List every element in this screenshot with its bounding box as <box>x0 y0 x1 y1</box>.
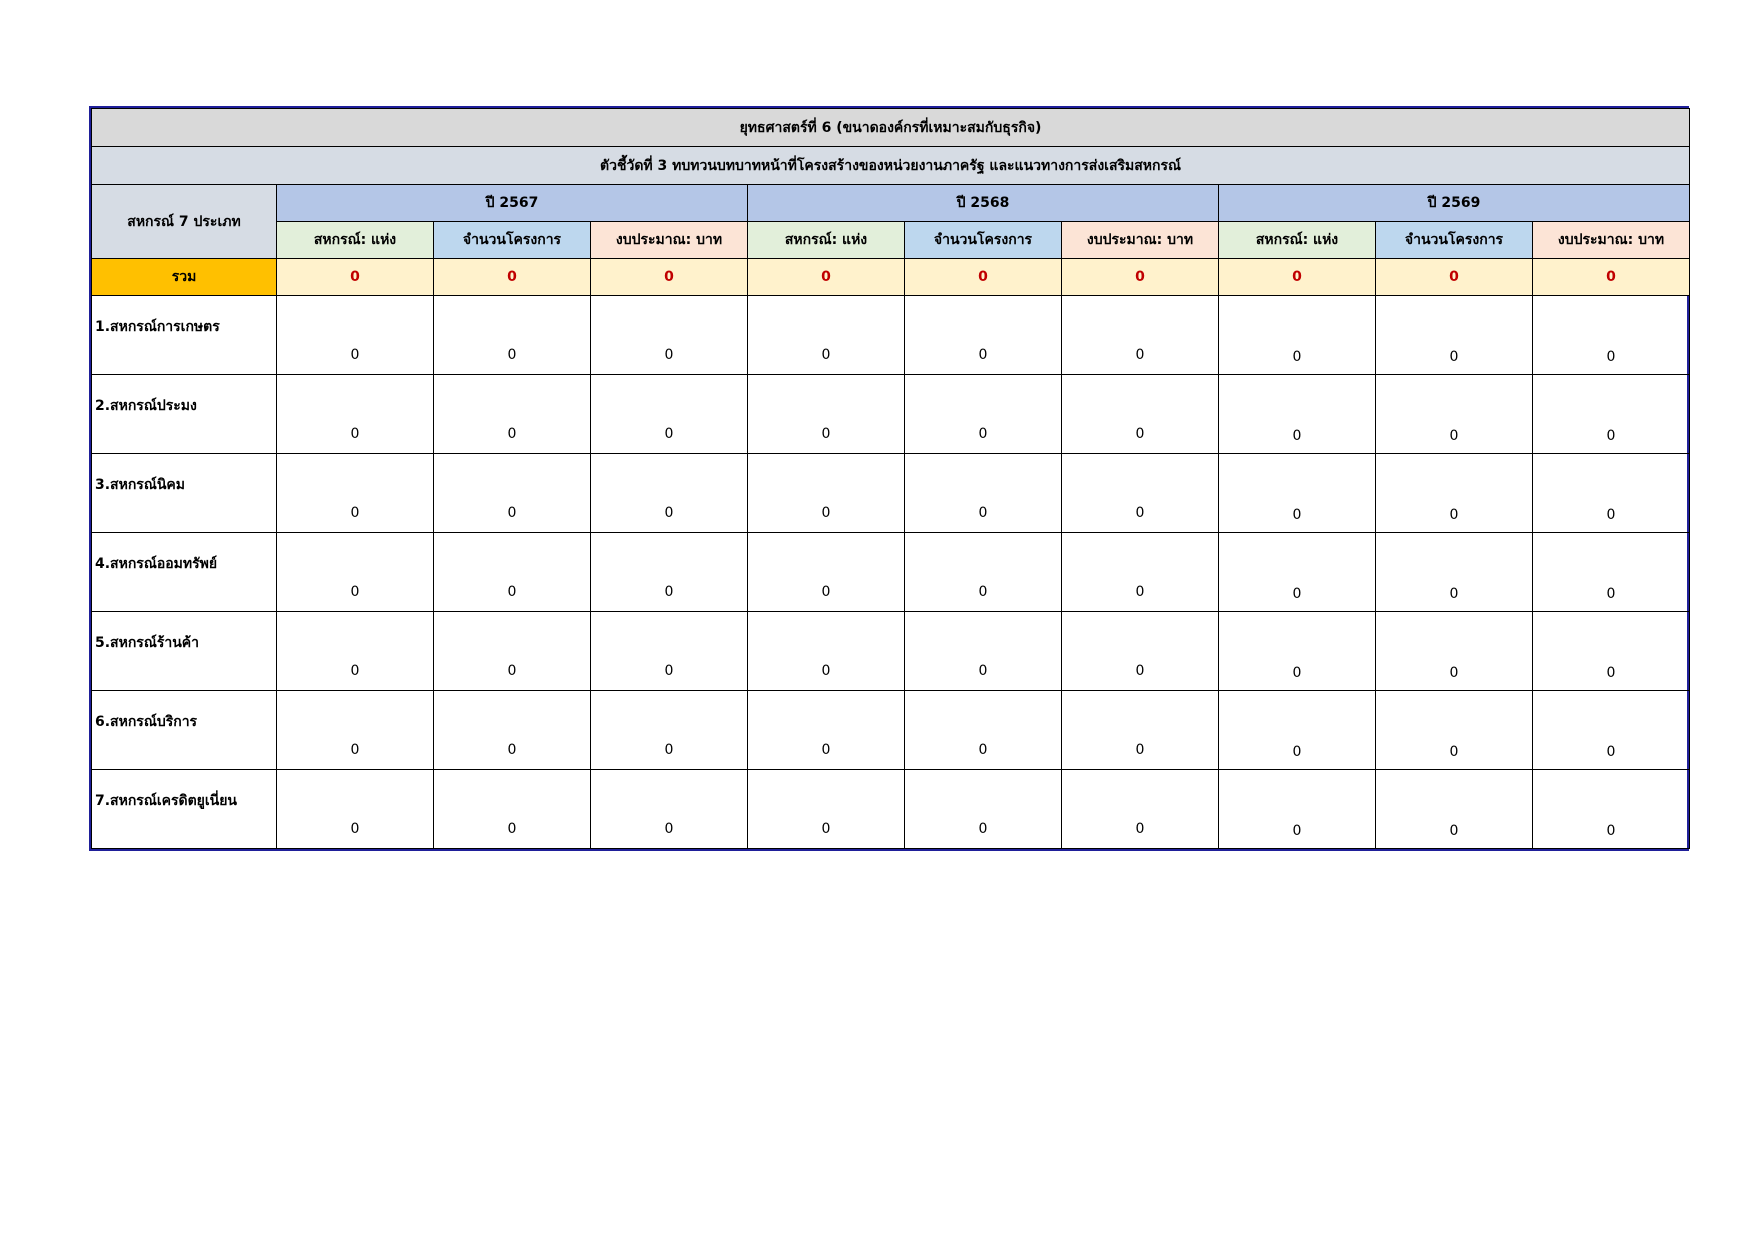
subtitle-row <box>92 147 1690 185</box>
table-cell: 0 <box>905 612 1062 691</box>
sub-header-cooperatives: สหกรณ์: แห่ง <box>277 222 434 259</box>
table-row <box>92 612 1690 691</box>
table-cell: 0 <box>277 612 434 691</box>
table-cell: 0 <box>591 691 748 770</box>
total-row <box>92 259 1690 296</box>
row-label: 6.สหกรณ์บริการ <box>92 691 277 770</box>
table-cell: 0 <box>1219 296 1376 375</box>
table-cell: 0 <box>748 770 905 849</box>
table-cell: 0 <box>277 533 434 612</box>
table-cell: 0 <box>748 612 905 691</box>
year-header-2568: ปี 2568 <box>748 185 1219 222</box>
table-cell: 0 <box>277 770 434 849</box>
table-cell: 0 <box>1219 533 1376 612</box>
table-cell: 0 <box>905 691 1062 770</box>
table-cell: 0 <box>1219 375 1376 454</box>
table-cell: 0 <box>1533 612 1690 691</box>
sub-header-budget: งบประมาณ: บาท <box>591 222 748 259</box>
total-cell: 0 <box>277 259 434 296</box>
table-cell: 0 <box>748 533 905 612</box>
row-label: 5.สหกรณ์ร้านค้า <box>92 612 277 691</box>
table-row <box>92 691 1690 770</box>
table-cell: 0 <box>591 375 748 454</box>
table-cell: 0 <box>434 375 591 454</box>
table-cell: 0 <box>1376 612 1533 691</box>
table-cell: 0 <box>905 296 1062 375</box>
table-cell: 0 <box>591 454 748 533</box>
table-cell: 0 <box>1533 691 1690 770</box>
total-label: รวม <box>92 259 277 296</box>
table-cell: 0 <box>1533 296 1690 375</box>
table-cell: 0 <box>434 454 591 533</box>
table-cell: 0 <box>905 770 1062 849</box>
row-label: 4.สหกรณ์ออมทรัพย์ <box>92 533 277 612</box>
total-cell: 0 <box>1219 259 1376 296</box>
table-cell: 0 <box>591 612 748 691</box>
table-row <box>92 296 1690 375</box>
table-cell: 0 <box>1533 454 1690 533</box>
table-cell: 0 <box>748 691 905 770</box>
table-cell: 0 <box>1376 533 1533 612</box>
cooperative-strategy-table <box>89 106 1689 851</box>
data-rows <box>92 296 1690 849</box>
sub-header-cooperatives: สหกรณ์: แห่ง <box>1219 222 1376 259</box>
table-cell: 0 <box>277 691 434 770</box>
total-cell: 0 <box>434 259 591 296</box>
table-cell: 0 <box>1533 770 1690 849</box>
row-label: 2.สหกรณ์ประมง <box>92 375 277 454</box>
sub-header-budget: งบประมาณ: บาท <box>1533 222 1690 259</box>
table-row <box>92 770 1690 849</box>
table-cell: 0 <box>277 296 434 375</box>
table-cell: 0 <box>1062 375 1219 454</box>
table-cell: 0 <box>1062 691 1219 770</box>
table-cell: 0 <box>277 454 434 533</box>
table-cell: 0 <box>1219 691 1376 770</box>
table-title: ยุทธศาสตร์ที่ 6 (ขนาดองค์กรที่เหมาะสมกับธุรกิจ) <box>92 109 1690 147</box>
table-cell: 0 <box>1533 375 1690 454</box>
table-cell: 0 <box>905 533 1062 612</box>
sub-header-cooperatives: สหกรณ์: แห่ง <box>748 222 905 259</box>
table-cell: 0 <box>434 533 591 612</box>
table-subtitle: ตัวชี้วัดที่ 3 ทบทวนบทบาทหน้าที่โครงสร้างของหน่วยงานภาครัฐ และแนวทางการส่งเสริมสหกรณ์ <box>92 147 1690 185</box>
table-cell: 0 <box>1062 296 1219 375</box>
row-label: 7.สหกรณ์เครดิตยูเนี่ยน <box>92 770 277 849</box>
table-row <box>92 454 1690 533</box>
table-row <box>92 375 1690 454</box>
table-cell: 0 <box>1062 770 1219 849</box>
table-cell: 0 <box>748 375 905 454</box>
table-cell: 0 <box>434 612 591 691</box>
total-cell: 0 <box>591 259 748 296</box>
title-row <box>92 109 1690 147</box>
table-cell: 0 <box>905 454 1062 533</box>
table-cell: 0 <box>1219 612 1376 691</box>
sub-header-projects: จำนวนโครงการ <box>434 222 591 259</box>
total-cell: 0 <box>905 259 1062 296</box>
year-header-2567: ปี 2567 <box>277 185 748 222</box>
year-header-2569: ปี 2569 <box>1219 185 1690 222</box>
table-cell: 0 <box>1062 612 1219 691</box>
data-table <box>91 108 1690 849</box>
table-cell: 0 <box>1062 533 1219 612</box>
table-row <box>92 533 1690 612</box>
table-cell: 0 <box>277 375 434 454</box>
table-cell: 0 <box>905 375 1062 454</box>
table-cell: 0 <box>1376 454 1533 533</box>
total-cell: 0 <box>1533 259 1690 296</box>
row-label: 3.สหกรณ์นิคม <box>92 454 277 533</box>
total-cell: 0 <box>1376 259 1533 296</box>
year-header-row <box>92 185 1690 222</box>
table-cell: 0 <box>1533 533 1690 612</box>
table-cell: 0 <box>1376 375 1533 454</box>
table-cell: 0 <box>591 296 748 375</box>
table-cell: 0 <box>434 691 591 770</box>
table-cell: 0 <box>1062 454 1219 533</box>
table-cell: 0 <box>1219 454 1376 533</box>
table-cell: 0 <box>748 454 905 533</box>
table-cell: 0 <box>434 296 591 375</box>
total-cell: 0 <box>1062 259 1219 296</box>
sub-header-row <box>92 222 1690 259</box>
sub-header-projects: จำนวนโครงการ <box>1376 222 1533 259</box>
table-cell: 0 <box>591 770 748 849</box>
row-label: 1.สหกรณ์การเกษตร <box>92 296 277 375</box>
category-header: สหกรณ์ 7 ประเภท <box>92 185 277 259</box>
table-cell: 0 <box>591 533 748 612</box>
table-cell: 0 <box>1376 296 1533 375</box>
total-cell: 0 <box>748 259 905 296</box>
sub-header-projects: จำนวนโครงการ <box>905 222 1062 259</box>
table-cell: 0 <box>434 770 591 849</box>
table-cell: 0 <box>1219 770 1376 849</box>
table-cell: 0 <box>748 296 905 375</box>
sub-header-budget: งบประมาณ: บาท <box>1062 222 1219 259</box>
table-cell: 0 <box>1376 691 1533 770</box>
table-cell: 0 <box>1376 770 1533 849</box>
